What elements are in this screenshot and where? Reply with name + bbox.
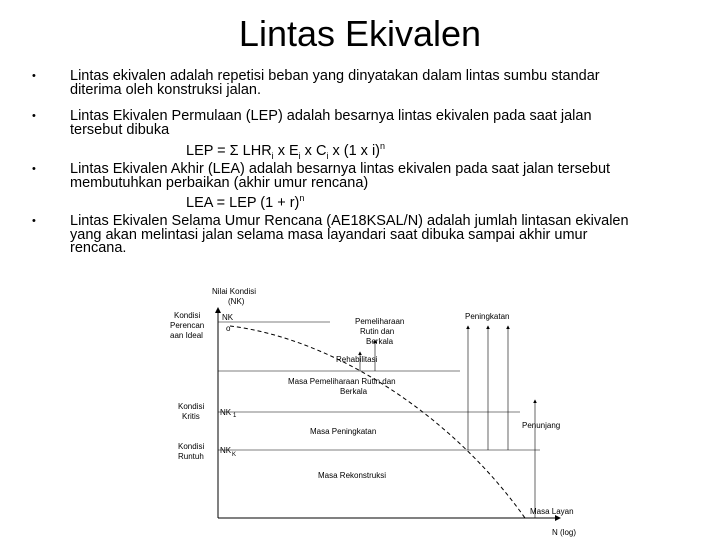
y-axis-title-line-1: Nilai Kondisi xyxy=(212,287,257,296)
bullet-marker: • xyxy=(32,70,36,82)
pemeliharaan-label-line-1: Pemeliharaan xyxy=(355,317,405,326)
masa-pemeliharaan-line-2: Berkala xyxy=(340,387,368,396)
bullet-1-line-1: Lintas ekivalen adalah repetisi beban yang dinyatakan dalam lintas sumbu standar xyxy=(70,68,600,84)
masa-peningkatan-label: Masa Peningkatan xyxy=(310,427,377,436)
bullet-4-line-3: rencana. xyxy=(70,240,127,256)
x-axis-label: N (log) xyxy=(552,528,577,537)
bullet-1-line-2: diterima oleh konstruksi jalan. xyxy=(70,81,262,98)
bullet-2-line-2: tersebut dibuka xyxy=(70,121,170,138)
masa-layan-label: Masa Layan xyxy=(530,507,574,516)
bullet-4-line-2: yang akan melintasi jalan selama masa layandari saat dibuka sampai akhir umur xyxy=(70,226,588,243)
bullet-3-line-1: Lintas Ekivalen Akhir (LEA) adalah besarnya lintas ekivalen pada saat jalan tersebut xyxy=(70,161,611,177)
masa-pemeliharaan-line-1: Masa Pemeliharaan Rutin dan xyxy=(288,377,396,386)
bullet-marker: • xyxy=(32,110,36,122)
bullet-4-line-1: Lintas Ekivalen Selama Umur Rencana (AE18KSAL/N) adalah jumlah lintasan ekivalen xyxy=(70,213,629,229)
formula-lep: LEP = Σ $LHR_i$ x $E_i$ x $C_i$ x (1 x i)$^n$ xyxy=(186,141,386,161)
rehabilitasi-label: Rehabilitasi xyxy=(336,355,378,364)
nk1-subscript: 1 xyxy=(233,413,237,419)
pemeliharaan-label-line-2: Rutin dan xyxy=(360,327,395,336)
kondisi-perencanaan-line-3: aan Ideal xyxy=(170,331,203,340)
bullet-item-4 xyxy=(32,213,700,256)
pavement-condition-diagram xyxy=(160,282,600,540)
bullet-3-line-2: membutuhkan perbaikan (akhir umur rencana) xyxy=(70,174,369,191)
peningkatan-label: Peningkatan xyxy=(465,312,510,321)
page-title: Lintas Ekivalen xyxy=(238,13,482,54)
nk0-label: NK xyxy=(222,313,234,322)
penunjang-label: Penunjang xyxy=(522,421,561,430)
bullet-2-line-1: Lintas Ekivalen Permulaan (LEP) adalah besarnya lintas ekivalen pada saat jalan xyxy=(70,108,592,124)
pemeliharaan-label-line-3: Berkala xyxy=(366,337,394,346)
nkk-label: NK xyxy=(220,446,232,455)
kondisi-perencanaan-line-1: Kondisi xyxy=(174,311,201,320)
nk0-subscript: o xyxy=(226,324,231,333)
nk1-label: NK xyxy=(220,408,232,417)
bullet-item-1 xyxy=(32,68,700,98)
bullet-item-2 xyxy=(32,108,700,138)
kondisi-perencanaan-line-2: Perencan xyxy=(170,321,205,330)
kondisi-kritis-line-2: Kritis xyxy=(182,412,200,421)
bullet-marker: • xyxy=(32,215,36,227)
bullet-marker: • xyxy=(32,163,36,175)
masa-rekonstruksi-label: Masa Rekonstruksi xyxy=(318,471,387,480)
bullet-item-3 xyxy=(32,161,700,191)
formula-lea: LEA = LEP $(1 + r)^n$ xyxy=(186,193,305,211)
deterioration-curve xyxy=(230,326,525,518)
kondisi-kritis-line-1: Kondisi xyxy=(178,402,205,411)
nkk-subscript: K xyxy=(232,452,237,458)
kondisi-runtuh-line-2: Runtuh xyxy=(178,452,204,461)
kondisi-runtuh-line-1: Kondisi xyxy=(178,442,205,451)
y-axis-title-line-2: (NK) xyxy=(228,297,245,306)
